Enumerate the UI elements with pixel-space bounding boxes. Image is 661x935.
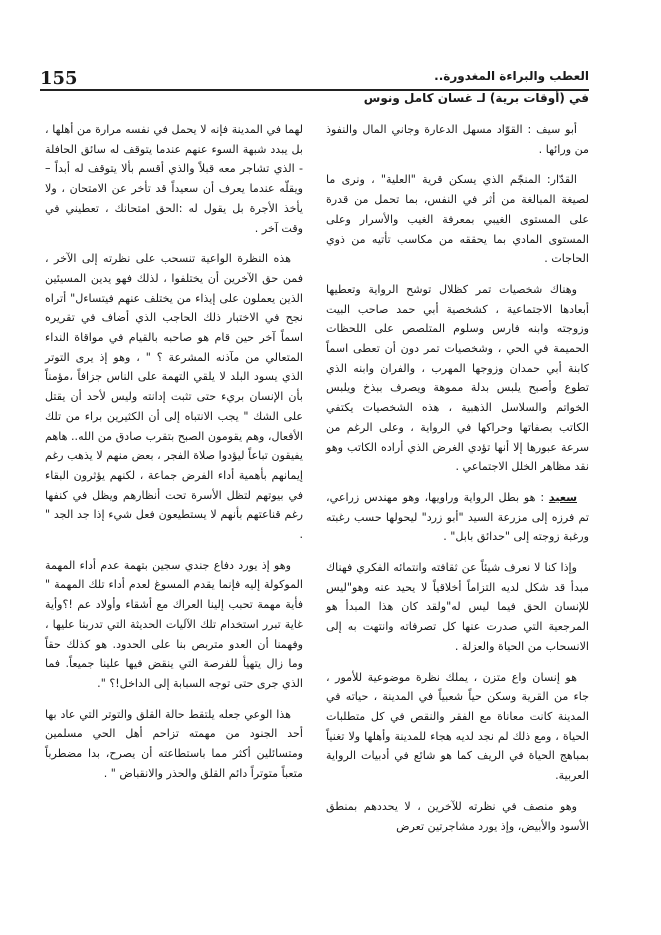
- paragraph-text: : هو بطل الرواية وراويها، وهو مهندس زراعي، تم فرزه إلى مزرعة السيد "أبو زرد" ليحولها حسب رغبته ورغبة زوجته إلى "حدائق بابل" .: [326, 490, 589, 544]
- page-number: 155: [40, 68, 78, 89]
- paragraph: وهو إذ يورد دفاع جندي سجين بتهمة عدم أداء المهمة الموكولة إليه فإنما يقدم المسوغ لعدم أداء تلك المهمة " فأية مهمة تحبب إلينا العراك مع أشقاء وأولاد عم !؟وأية غاية تبرر استخدام تلك الآليات الحديثة التي تدربنا عليها ، وفهمنا أن العدو متربص بنا على الحدود. هو كذلك حقاً وما زال يتهيأ للفرصة التي ينقض فيها علينا جميعاً. فما الذي جرى حتى توجه السبابة إلى الداخل!؟ ".: [45, 558, 303, 690]
- running-head-subtitle: في (أوقات برية) لـ غسان كامل ونوس: [363, 91, 589, 105]
- paragraph: وإذا كنا لا نعرف شيئاً عن ثقافته وانتمائه الفكري فهناك مبدأ قد شكل لديه التزاماً أخلاقياً لا يحيد عنه وهو"ليس للإنسان الحق فيما ليس له"ولقد كان هذا المبدأ هو المرجعية التي صدرت عنها كل تصرفاته وانتهت به إلى الانسحاب من الحياة والعزلة .: [326, 561, 589, 653]
- right-text-column: [326, 120, 589, 847]
- paragraph: وهناك شخصيات تمر كظلال توشح الرواية وتعطيها أبعادها الاجتماعية ، كشخصية أبي حمد صاحب البيت وزوجته وابنه فارس وسلوم المتلصص على اللحظات الحميمة في الحي ، وشخصيات تمر دون أن تعطى اسماً كابنة أبي حمدان وزوجها المهرب ، والفران وابنه الذي تطوع وأصبح يلبس بدلة مموهة ويصرف ببذخ ويلبس الخواتم والسلاسل الذهبية ، هذه الشخصيات يكتفي الكاتب بصفاتها وحراكها في الرواية ، وعلى الرغم من سرعة عبورها إلا أنها تؤدي الغرض الذي أراده الكاتب وهو نقد مظاهر الخلل الاجتماعي .: [326, 282, 589, 474]
- paragraph: أبو سيف : القوّاد مسهل الدعارة وجاني المال والنفوذ من ورائها .: [326, 123, 589, 156]
- running-head-title: العطب والبراءة المغدورة..: [434, 69, 589, 83]
- header-rule: [40, 89, 589, 91]
- left-text-column: [45, 120, 303, 795]
- paragraph: لهما في المدينة فإنه لا يحمل في نفسه مرارة من أهلها ، بل يبدد شبهة السوء عنهم عندما يتوقف له سائق الحافلة - الذي تشاجر معه قبلاً والذي أقسم بألا يتوقف له أبداً – ويقلّه عندما يعرف أن سعيداً قد تأخر عن الامتحان ، ولا يأخذ الأجرة بل يقول له :الحق امتحانك ، تعطيني في وقت آخر .: [45, 123, 303, 235]
- paragraph: هو إنسان واع متزن ، يملك نظرة موضوعية للأمور ، جاء من القرية وسكن حياً شعبياً في المدينة ، حياته في المدينة كانت معاناة مع الفقر والنقص في كل متطلبات الحياة ، ومع ذلك لم نجد لديه هجاء للمدينة وأهلها ولا تغنياً بمباهج الحياة في الريف كما هو شائع في أدبيات الرواية العربية.: [326, 670, 589, 783]
- character-name: سعيد: [548, 490, 578, 504]
- paragraph: هذه النظرة الواعية تنسحب على نظرته إلى الآخر ، فمن حق الآخرين أن يختلفوا ، لذلك فهو يدين المسيئين الذين يعملون على إيذاء من يختلف عنهم فيتساءل" أتراه نجح في الاختبار ذلك الحاجب الذي أضاف في تقريره اسماً آخر حين قام هو صاحبه بالقيام في مواقاة النداء المتعالي من مآذنه المشرعة ؟ " ، وهو إذ يرى التوتر الذي يسود البلد لا يلقي التهمة على الناس جزافاً ،مؤمناً بأن الإنسان بريء حتى تثبت إدانته وليس لأحد أن يقتل على الشك " يجب الانتباه إلى أن الكثيرين براء من تلك الأفعال، وهم يقومون الصبح بتقرب صادق من الله.. هاهم يفيقون تباعاً ليؤدوا صلاة الفجر ، بعض منهم لا يذهب رغم إيمانهم بأهمية أداء الفرض جماعة ، لكنهم يؤثرون البقاء في بيوتهم لتظل الأسرة تحت أنظارهم ويظل في كنفها رغم قناعتهم بأنهم لا يستطيعون فعل شيء إذا جد الجد " .: [45, 252, 303, 542]
- paragraph: وهو منصف في نظرته للآخرين ، لا يحددهم بمنطق الأسود والأبيض، وإذ يورد مشاجرتين تعرض: [326, 799, 589, 833]
- paragraph: [326, 488, 589, 547]
- running-head: [364, 68, 589, 106]
- paragraph: القدّار: المنجّم الذي يسكن قرية "العلية" ، ونرى ما لصيغة المبالغة من أثر في النفس، بما تحمل من قدرة على المستوى الغيبي بمعرفة الغيب والأسرار وعلى المستوى المادي بما يحققه من مكاسب تأتيه من ذوي الحاجات .: [326, 173, 589, 266]
- paragraph: هذا الوعي جعله يلتقط حالة القلق والتوتر التي عاد بها أحد الجنود من مهمته تزاحم أهل الحي مسلمين ومتسائلين أكثر مما باستطاعته أن يصرح، بدا مضطرباً متعباً متوتراً دائم القلق والحذر والانقباض " .: [45, 707, 303, 780]
